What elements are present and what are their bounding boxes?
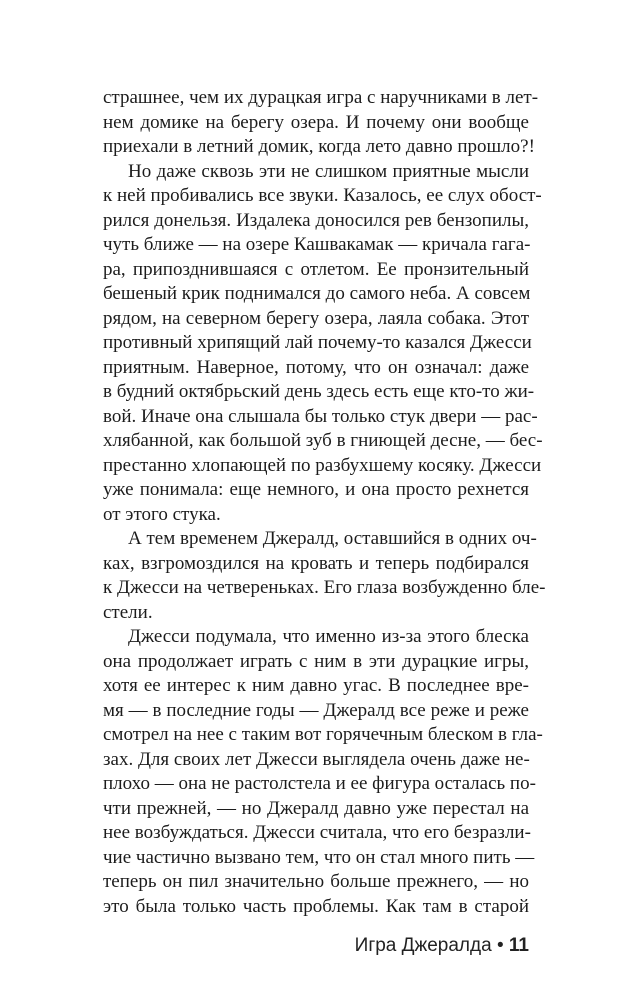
text-line: смотрел на нее с таким вот горячечным блеском в гла-	[103, 724, 543, 745]
text-line: хлябанной, как большой зуб в гниющей десне, — бес-	[103, 430, 543, 451]
text-line: ра, припозднившаяся с отлетом. Ее пронзительный	[103, 258, 529, 280]
book-title: Игра Джералда	[354, 935, 492, 956]
text-line: к ней пробивались все звуки. Казалось, ее слух обост-	[103, 185, 542, 206]
text-line: зах. Для своих лет Джесси выглядела очень даже не-	[103, 748, 530, 770]
text-line: рился донельзя. Издалека доносился рев бензопилы,	[103, 209, 529, 231]
text-line: вой. Иначе она слышала бы только стук двери — рас-	[103, 405, 538, 427]
text-line: приятным. Наверное, потому, что он означал: даже	[103, 356, 529, 378]
page-number: 11	[508, 935, 529, 956]
text-line: она продолжает играть с ним в эти дурацкие игры,	[103, 650, 529, 672]
running-footer	[355, 934, 529, 958]
bullet-separator: •	[496, 935, 504, 956]
text-line: бешеный крик поднимался до самого неба. А совсем	[103, 283, 531, 304]
text-line: от этого стука.	[103, 503, 221, 525]
text-line: приехали в летний домик, когда лето давно прошло?!	[103, 136, 535, 157]
text-line: мя — в последние годы — Джералд все реже и реже	[103, 699, 529, 721]
text-line: страшнее, чем их дурацкая игра с наручниками в лет-	[103, 87, 539, 108]
text-line: нее возбуждаться. Джесси считала, что его безразли-	[103, 822, 531, 843]
text-line: Джесси подумала, что именно из-за этого блеска	[128, 626, 529, 647]
text-line: уже понимала: еще немного, и она просто рехнется	[103, 479, 529, 500]
text-line: Но даже сквозь эти не слишком приятные мысли	[128, 160, 529, 182]
text-line: плохо — она не растолстела и ее фигура осталась по-	[103, 773, 536, 794]
text-line: в будний октябрьский день здесь есть еще кто-то жи-	[103, 381, 535, 402]
text-line: стели.	[103, 601, 153, 623]
text-line: рядом, на северном берегу озера, лаяла собака. Этот	[103, 307, 529, 329]
text-line: престанно хлопающей по разбухшему косяку. Джесси	[103, 454, 542, 476]
text-line: теперь он пил значительно больше прежнего, — но	[103, 871, 529, 892]
text-line: чие частично вызвано тем, что он стал много пить —	[103, 846, 535, 868]
text-line: ках, взгромоздился на кровать и теперь подбирался	[103, 552, 529, 574]
text-line: нем домике на берегу озера. И почему они вообще	[103, 111, 529, 133]
text-line: чти прежней, — но Джералд давно уже перестал на	[103, 797, 529, 819]
text-line: это была только часть проблемы. Как там в старой	[103, 895, 529, 917]
text-line: чуть ближе — на озере Кашвакамак — кричала гага-	[103, 234, 531, 255]
text-line: А тем временем Джералд, оставшийся в одних оч-	[128, 528, 537, 549]
page-body-text	[103, 86, 546, 919]
text-line: хотя ее интерес к ним давно угас. В последнее вре-	[103, 675, 529, 696]
text-line: к Джесси на четвереньках. Его глаза возбужденно бле-	[103, 577, 546, 598]
text-line: противный хрипящий лай почему-то казался Джесси	[103, 332, 532, 353]
